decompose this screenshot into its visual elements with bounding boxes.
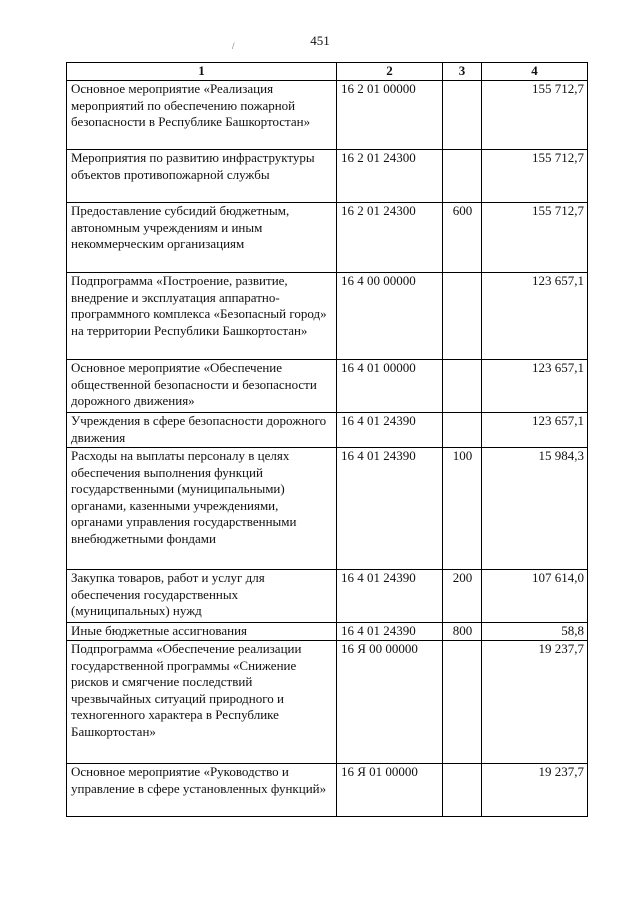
row-sum: 123 657,1 (482, 360, 588, 413)
table-row (67, 150, 588, 203)
row-code: 16 4 01 24390 (337, 448, 443, 570)
row-code: 16 2 01 24300 (337, 203, 443, 273)
header-col-1: 1 (67, 63, 337, 81)
row-code: 16 Я 01 00000 (337, 764, 443, 817)
row-name: Подпрограмма «Построение, развитие, внедрение и эксплуатация аппаратно-программного комплекса «Безопасный город» на территории Республики Башкортостан» (67, 273, 337, 360)
row-type: 100 (443, 448, 482, 570)
row-sum: 155 712,7 (482, 203, 588, 273)
row-sum: 155 712,7 (482, 81, 588, 150)
row-type (443, 150, 482, 203)
table-row (67, 570, 588, 623)
table-row (67, 764, 588, 817)
header-col-3: 3 (443, 63, 482, 81)
row-code: 16 4 01 24390 (337, 413, 443, 448)
row-type (443, 273, 482, 360)
table-row (67, 448, 588, 570)
row-sum: 123 657,1 (482, 413, 588, 448)
table-row (67, 81, 588, 150)
header-col-4: 4 (482, 63, 588, 81)
row-type (443, 641, 482, 764)
table-header-row (67, 63, 588, 81)
row-name: Основное мероприятие «Обеспечение общественной безопасности и безопасности дорожного движения» (67, 360, 337, 413)
row-type (443, 764, 482, 817)
row-type (443, 360, 482, 413)
row-code: 16 4 01 24390 (337, 623, 443, 641)
row-name: Основное мероприятие «Реализация мероприятий по обеспечению пожарной безопасности в Республике Башкортостан» (67, 81, 337, 150)
page-number: 451 (310, 33, 330, 48)
row-name: Предоставление субсидий бюджетным, автономным учреждениям и иным некоммерческим организациям (67, 203, 337, 273)
row-name: Иные бюджетные ассигнования (67, 623, 337, 641)
table-row (67, 623, 588, 641)
row-code: 16 4 01 24390 (337, 570, 443, 623)
row-type: 200 (443, 570, 482, 623)
row-code: 16 2 01 24300 (337, 150, 443, 203)
row-sum: 19 237,7 (482, 764, 588, 817)
row-name: Мероприятия по развитию инфраструктуры объектов противопожарной службы (67, 150, 337, 203)
row-name: Основное мероприятие «Руководство и управление в сфере установленных функций» (67, 764, 337, 817)
row-code: 16 Я 00 00000 (337, 641, 443, 764)
header-col-2: 2 (337, 63, 443, 81)
row-type (443, 413, 482, 448)
row-type: 600 (443, 203, 482, 273)
row-type: 800 (443, 623, 482, 641)
row-code: 16 4 01 00000 (337, 360, 443, 413)
row-sum: 15 984,3 (482, 448, 588, 570)
row-sum: 123 657,1 (482, 273, 588, 360)
table-row (67, 273, 588, 360)
row-type (443, 81, 482, 150)
row-name: Закупка товаров, работ и услуг для обеспечения государственных (муниципальных) нужд (67, 570, 337, 623)
row-sum: 155 712,7 (482, 150, 588, 203)
row-code: 16 4 00 00000 (337, 273, 443, 360)
row-sum: 19 237,7 (482, 641, 588, 764)
table-row (67, 641, 588, 764)
scan-mark: / (232, 41, 235, 51)
budget-table (66, 62, 588, 817)
row-name: Подпрограмма «Обеспечение реализации государственной программы «Снижение рисков и смягчение последствий чрезвычайных ситуаций природного и техногенного характера в Республике Башкортостан» (67, 641, 337, 764)
row-code: 16 2 01 00000 (337, 81, 443, 150)
table-row (67, 360, 588, 413)
table-row (67, 203, 588, 273)
row-name: Расходы на выплаты персоналу в целях обеспечения выполнения функций государственными (муниципальными) органами, казенными учреждениями, органами управления государственными внебюджетными фондами (67, 448, 337, 570)
row-name: Учреждения в сфере безопасности дорожного движения (67, 413, 337, 448)
row-sum: 58,8 (482, 623, 588, 641)
row-sum: 107 614,0 (482, 570, 588, 623)
table-row (67, 413, 588, 448)
